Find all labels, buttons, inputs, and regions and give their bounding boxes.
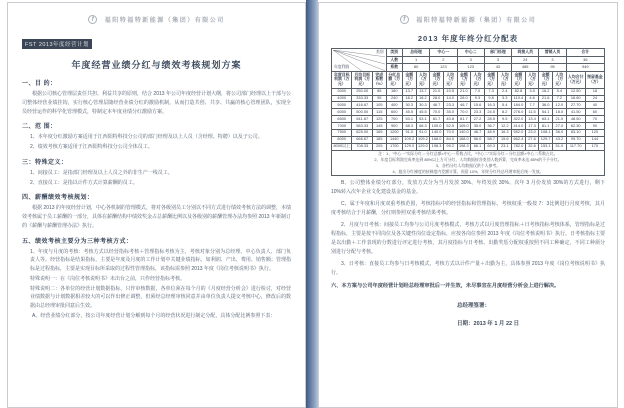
table-row	[332, 123, 605, 130]
table-col-header: 金额（万元）	[512, 72, 526, 89]
table-col-header: 金额（万元）	[457, 72, 471, 89]
table-col-header: 金额（万元）	[484, 72, 498, 89]
table-col-header: 人均（万元）	[498, 72, 512, 89]
table-data-cell: 13.7	[402, 88, 416, 95]
table-col-header: 人均（万元）	[443, 72, 457, 89]
table-data-cell: 27.70	[566, 102, 585, 109]
doc-para: 3、日考核：直接员工均参与日考核模式，考核方式以计件产量＋出勤为主，具体参照 2013 年度《岗位考核说明书》执行。	[331, 260, 605, 276]
table-data-cell: 129.0	[404, 143, 415, 149]
doc-heading: 五、绩效考核主要分为三种考核方式：	[22, 238, 133, 245]
doc-item: 2、绩效考核方案适用于江西阳特科技分公司全体员工。	[30, 144, 153, 150]
table-data-cell: 48.50	[566, 116, 585, 123]
table-data-cell: 82.8	[512, 88, 526, 95]
doc-item: 2、直接员工：是指以计件方式计算薪酬的员工。	[30, 179, 138, 186]
diag-label-bottom: 年度利润	[334, 65, 350, 70]
table-data-cell: 18	[585, 88, 604, 95]
doc-para: A、经营业绩分红部分，按公司年度经营计划分解到每个月的经营状况进行制定分配，具体分配比例参照下表：	[32, 312, 276, 319]
doc-para: 根据 2013 的年度经营计划，中心各机制的管理模式，将对各级别员工分别以不同方式进行绩效考核方法的调整，本绩效考核属于员工薪酬的一部分，具体在薪酬结构中绩效奖金占总薪酬比例以及各级别的薪酬管理办法均参照 2013 年新制订的《薪酬与薪酬管理办法》执行。	[22, 205, 291, 229]
doc-para: 2、月度与日考核：间接员工均参与公司月度考核模式，考核方式以月度管理指标＋日考核指标考核体系，管理指标是过程指标，主要是按不同岗位及各关键性岗位设定指标，应按各岗位参照 2013 年度《岗位考核说明书》执行。日考核指标主要是以出勤＋工作表现的分数进行评定进行考核，其月度指标与日考核、出勤奖惩分配权重按照不同工种确定，不同工种须分别进行分配与考核。	[331, 221, 605, 255]
table-data-cell: 4.6	[525, 95, 539, 102]
table-data-cell: 81.1	[539, 123, 553, 130]
table-data-cell: 414.0	[513, 122, 524, 128]
table-data-cell: 6500	[332, 116, 352, 123]
table-data-cell: 24.5	[484, 109, 498, 116]
table-data-cell: 6000	[332, 109, 352, 116]
table-data-cell: 62.30	[566, 123, 585, 130]
table-data-cell: 18.2	[416, 95, 430, 102]
table-data-cell: 541.67	[352, 116, 372, 123]
table-data-cell: 782.0	[513, 143, 524, 149]
table-data-cell: 105	[372, 102, 386, 109]
diag-label-top: 类别	[375, 50, 384, 54]
table-data-cell: 15.6	[471, 102, 485, 109]
left-page-body	[22, 78, 291, 321]
table-coef-cell: 43	[484, 64, 511, 72]
table-data-cell: 105.0	[431, 122, 442, 128]
table-data-cell: 66.1	[471, 143, 485, 150]
company-name: 福阳特福特新能源（集团）有限公司	[416, 18, 537, 25]
table-data-cell: 7000	[332, 123, 352, 130]
table-data-cell: 21.0	[553, 116, 567, 123]
table-data-cell: 46.7	[457, 102, 471, 109]
table-data-cell: 30.3	[402, 102, 416, 109]
table-note-line: 3、各档分红人均数据仅供个人参考。	[435, 162, 501, 168]
table-data-cell: 600	[386, 109, 402, 116]
table-data-cell: 51.0	[553, 143, 567, 150]
table-count-cell: 36	[566, 56, 604, 64]
table-data-cell: 416.67	[352, 102, 372, 109]
table-data-cell: 144	[585, 136, 604, 143]
table-coef-cell: 95	[539, 64, 566, 72]
table-data-cell: 205	[372, 143, 386, 150]
table-data-cell: 1440	[386, 136, 402, 143]
table-col-header: 预留基金（万）	[585, 72, 604, 89]
table-data-cell: 12.50	[566, 88, 585, 95]
table-data-cell: 83.10	[566, 129, 585, 136]
table-data-cell: 198.3	[458, 143, 469, 149]
table-data-cell: 70.0	[457, 109, 471, 116]
table-data-cell: 145	[372, 123, 386, 130]
table-data-cell: 56.0	[471, 136, 485, 143]
table-note-line: 注：1、“中心一”实际分红＝分红总额×中心一系数占比，“中心二”实际分红＝分红总额×中心二系数占比。	[378, 151, 558, 157]
table-data-cell: 23.1	[498, 143, 512, 150]
signature-block	[457, 301, 605, 327]
table-data-cell: 4000	[332, 95, 352, 102]
table-data-cell: 60	[585, 109, 604, 116]
table-data-cell: 1200	[386, 129, 402, 136]
table-data-cell: 32.6	[525, 143, 539, 150]
table-data-cell: 69.3	[484, 143, 498, 150]
table-data-cell: 1700	[386, 143, 402, 150]
table-col-header: 金额（万元）	[539, 72, 553, 89]
table-data-cell: 184.0	[513, 101, 524, 107]
table-data-cell: 8000以上	[332, 143, 352, 150]
table-data-cell: 662.4	[513, 136, 524, 142]
table-data-cell: 666.67	[352, 136, 372, 143]
table-count-cell: 2	[430, 56, 457, 64]
table-data-cell: 9.5	[498, 116, 512, 123]
table-data-cell: 125	[372, 116, 386, 123]
table-category-header: 部门经理	[484, 49, 511, 57]
table-data-cell: 70.0	[430, 109, 444, 116]
table-data-cell: 27.0	[553, 123, 567, 130]
table-data-cell: 12.2	[498, 123, 512, 130]
right-page-title: 2013 年度年终分红分配表	[417, 34, 519, 43]
table-category-header: 营销人员	[539, 49, 566, 57]
table-data-cell: 27.2	[471, 116, 485, 123]
table-data-cell: 115	[372, 109, 386, 116]
table-data-cell: 153.1	[540, 143, 551, 149]
table-data-cell: 700	[386, 116, 402, 123]
table-data-cell: 168.0	[458, 136, 469, 142]
table-data-cell: 46.7	[430, 102, 444, 109]
table-data-cell: 168.0	[431, 136, 442, 142]
table-data-cell: 140.0	[431, 129, 442, 135]
table-data-cell: 13.4	[525, 116, 539, 123]
date-label: 日期：2013 年 1 月 22 日	[457, 321, 520, 328]
table-data-cell: 99.2	[443, 143, 457, 150]
table-data-cell: 63.1	[539, 116, 553, 123]
table-data-cell: 500.00	[352, 109, 372, 116]
table-row	[332, 88, 605, 95]
table-row	[332, 143, 605, 150]
table-data-cell: 129.0	[418, 143, 428, 149]
table-data-cell: 16.3	[498, 129, 512, 136]
table-data-cell: 99.70	[566, 136, 585, 143]
table-data-cell: 583.33	[352, 123, 372, 130]
table-data-cell: 5.4	[498, 102, 512, 109]
table-category-header: 合计	[566, 49, 604, 57]
table-col-header: 金额（万元）	[402, 72, 416, 89]
table-data-cell: 12.0	[553, 102, 567, 109]
right-page-body	[331, 179, 605, 278]
table-data-cell: 108.1	[540, 129, 551, 135]
table-category-header: 总经理	[402, 49, 429, 57]
table-category-header: 中心二	[457, 49, 484, 57]
table-data-cell: 109.2	[404, 136, 415, 142]
table-data-cell: 58.7	[484, 136, 498, 143]
table-data-cell: 9.3	[471, 95, 485, 102]
table-col-header: 分红总额（万元）	[386, 72, 402, 89]
table-data-cell: 21.0	[430, 88, 444, 95]
table-row	[332, 129, 605, 136]
table-coef-cell: 123	[430, 64, 457, 72]
table-data-cell: 70.0	[443, 129, 457, 136]
table-data-cell: 170	[585, 143, 604, 150]
signature-label: 总经理签署：	[457, 303, 491, 310]
page-gap-divider	[306, 0, 318, 408]
table-data-cell: 7.3	[484, 88, 498, 95]
table-data-cell: 28.0	[457, 95, 471, 102]
table-data-cell: 250.00	[352, 88, 372, 95]
table-data-cell: 900	[386, 123, 402, 130]
table-row-label: 系数	[386, 64, 402, 72]
table-data-cell: 16.2	[539, 88, 553, 95]
table-data-cell: 129.7	[540, 136, 551, 142]
table-notes	[332, 150, 605, 175]
table-data-cell: 48.9	[484, 129, 498, 136]
table-data-cell: 85	[372, 88, 386, 95]
table-data-cell: 45.5	[402, 109, 416, 116]
table-data-cell: 95	[372, 95, 386, 102]
table-data-cell: 8.2	[498, 109, 512, 116]
doc-para: 根据公司核心管理层责任共担、利益共享的原则，结合 2013 年公司年度经营计划大纲，将公司部门经理以上干部与公司整体经营业绩挂钩，实行核心管理层随经营业绩分红的激励机制，从而打造共创、共享、共赢的核心管理团队，实现全员经营运作的科学化管理模式，特制定本年度业绩分红激励方案。	[22, 91, 291, 115]
table-data-cell: 7.7	[525, 102, 539, 109]
table-data-cell: 46.7	[471, 129, 485, 136]
company-name: 福阳特福特新能源（集团）有限公司	[104, 18, 225, 25]
table-data-cell: 322.0	[513, 115, 524, 121]
table-data-cell: 23.0	[525, 129, 539, 136]
doc-heading: 三：特殊定义：	[22, 159, 68, 166]
table-data-cell: 27.6	[525, 136, 539, 143]
table-data-cell: 625.00	[352, 129, 372, 136]
table-data-cell: 40.8	[443, 116, 457, 123]
table-data-cell: 276.0	[513, 108, 524, 114]
table-data-cell: 53.1	[402, 116, 416, 123]
table-col-header: 人均（万元）	[416, 72, 430, 89]
table-data-cell: 41.50	[566, 109, 585, 116]
doc-item: 1、本年度分红激励方案适用于江西阳特科技分公司的部门经理及以上人员（含经理、特聘）以及子公司。	[30, 134, 263, 141]
table-data-cell: 7500	[332, 129, 352, 136]
table-category-header: 间接人员	[512, 49, 539, 57]
table-row	[332, 95, 605, 102]
table-data-cell: 13.7	[416, 88, 430, 95]
table-note-line: 4、超出分红梯度的按梯度内差额计算，预留 10%，年终分红经总经理审批后统一发放。	[392, 168, 544, 174]
table-data-cell: 91.0	[402, 129, 416, 136]
table-count-cell: 3	[484, 56, 511, 64]
table-data-cell: 7.0	[471, 88, 485, 95]
table-data-cell: 3.5	[525, 88, 539, 95]
right-page-header	[331, 11, 605, 29]
bonus-distribution-table	[331, 48, 605, 176]
table-data-cell: 109.2	[418, 136, 428, 142]
table-col-header: 人均（万元）	[553, 72, 567, 89]
left-page-title: 年度经营业绩分红与绩效考核规划方案	[71, 60, 242, 70]
table-data-cell: 552.0	[513, 129, 524, 135]
table-data-cell: 70	[585, 116, 604, 123]
table-data-cell: 10.5	[443, 88, 457, 95]
table-data-cell: 7.2	[553, 95, 567, 102]
table-data-cell: 36.7	[484, 123, 498, 130]
table-data-cell: 24	[585, 95, 604, 102]
table-data-cell: 9.8	[484, 95, 498, 102]
closing-clause: 六、本方案与公司年度经营计划经总经理审批后一并生效，未尽事宜在月度经营分析会上进行解决。	[331, 282, 560, 289]
table-data-cell: 400	[386, 102, 402, 109]
table-data-cell: 14.0	[443, 95, 457, 102]
table-count-cell: 1	[402, 56, 429, 64]
company-logo-icon: f	[88, 15, 97, 24]
table-row-label: 人数	[386, 56, 402, 64]
table-data-cell: 120	[585, 129, 604, 136]
table-data-cell: 53.1	[416, 116, 430, 123]
page-left	[7, 2, 306, 408]
table-data-cell: 18.2	[402, 95, 416, 102]
table-row	[332, 102, 605, 109]
table-data-cell: 16.3	[484, 102, 498, 109]
table-data-cell: 5000	[332, 102, 352, 109]
table-data-cell: 30.3	[416, 102, 430, 109]
table-data-cell: 3.3	[498, 95, 512, 102]
table-coef-cell: 949	[566, 64, 604, 72]
table-coef-cell: 123	[457, 64, 484, 72]
doc-heading: 一、目 的：	[22, 81, 57, 87]
table-category-header: 中心一	[430, 49, 457, 57]
table-data-cell: 81.7	[457, 116, 471, 123]
left-page-header	[22, 11, 291, 29]
table-data-cell: 5.4	[553, 88, 567, 95]
table-data-cell: 8000	[332, 136, 352, 143]
table-data-cell: 185	[372, 136, 386, 143]
doc-tag-badge: FST 2013年度经营计划	[22, 39, 92, 49]
table-data-cell: 36.0	[539, 102, 553, 109]
table-data-cell: 21.0	[457, 88, 471, 95]
table-row-label: 类别	[386, 49, 402, 57]
table-col-header: 年度目标利润（万元）	[332, 72, 352, 89]
table-data-cell: 19.6	[498, 136, 512, 143]
table-count-cell: 24	[512, 56, 539, 64]
table-col-header: 完成系数（%）	[373, 71, 385, 87]
table-data-cell: 198.3	[431, 143, 442, 149]
table-data-cell: 35.0	[443, 109, 457, 116]
table-data-cell: 333.33	[352, 95, 372, 102]
company-logo-icon: f	[400, 15, 409, 24]
doc-para: C、属于年度和月度双重考核范围，考核指标中的经营指标和管理指标，考核权重一般按 7：3比例进行月度考核，其月度考核结合于月薪酬，分红则参照双重考核结果考核。	[331, 200, 605, 216]
page-right	[318, 2, 618, 408]
table-data-cell: 68.3	[402, 123, 416, 130]
table-data-cell: 68.3	[416, 123, 430, 130]
doc-heading: 四、薪酬绩效考核规划：	[22, 195, 94, 202]
table-col-header: 人均合计（万元）	[566, 72, 585, 89]
table-data-cell: 54.1	[539, 109, 553, 116]
doc-para: B、公司整体业绩分红部分，发放方式分为当月发放 30%、年终发放 30%、次年 3 月份发放 30%的方式进行，剩下 10%转入次年企业文化建设基金的基金。	[331, 179, 605, 195]
table-count-cell: 3	[539, 56, 566, 64]
table-data-cell: 3000	[332, 88, 352, 95]
table-data-cell: 180	[386, 88, 402, 95]
table-row	[332, 116, 605, 123]
table-data-cell: 21.6	[539, 95, 553, 102]
table-data-cell: 110.4	[512, 95, 526, 102]
table-data-cell: 165	[372, 129, 386, 136]
table-data-cell: 140.0	[458, 129, 469, 135]
table-note-line: 2、年度目标利润完成率达到 85%以上方可分红，人均数据按各类别人数折算，完成率未达 85%的不予分红。	[374, 156, 562, 162]
table-data-cell: 90	[585, 123, 604, 130]
table-data-cell: 40	[585, 102, 604, 109]
table-data-cell: 52.5	[443, 123, 457, 130]
table-col-header: 人均（万元）	[471, 72, 485, 89]
table-data-cell: 105.0	[458, 122, 469, 128]
doc-item: 特殊说明一：在《岗位考核说明书》未出台之前，只作经营指标考核。	[30, 275, 186, 282]
table-data-cell: 17.3	[525, 123, 539, 130]
table-data-cell: 28.5	[484, 116, 498, 123]
doc-item: 特殊说明二：各单位的经营计划数据指标，只作审核数据，各单位须在每个月的《月度经营分析会》进行检讨，对经营业绩数据与计划数据相差较大的可以作出修正调整，但须经总经理审核同意并由单位负责人提交考核中心，修改后的数据由总经理审批同意后生效。	[30, 285, 291, 309]
table-data-cell: 36.0	[553, 129, 567, 136]
doc-item: 1、间接员工：是指部门经理及以上人员之外的非生产一线员工。	[30, 169, 173, 176]
table-data-cell: 117.70	[566, 143, 585, 150]
table-diagonal-header-cell	[332, 49, 387, 72]
table-data-cell: 84.0	[443, 136, 457, 143]
table-col-header: 人均（万元）	[525, 72, 539, 89]
table-data-cell: 23.3	[471, 109, 485, 116]
table-data-cell: 43.2	[553, 136, 567, 143]
table-data-cell: 2.4	[498, 88, 512, 95]
table-data-cell: 23.3	[443, 102, 457, 109]
doc-heading: 二、范 围：	[22, 124, 57, 131]
table-count-cell: 3	[457, 56, 484, 64]
doc-item: 1、年度与月度的考核：考核方式以经营指标考核＋管理指标考核为主，考核对象分别为总经理、中心负责人、部门负责人等。经营指标是结果指标，主要是年度及月度的工作计划中关键业绩指标，如利润、产出、费用、销售额；管理指标是过程指标，主要是实现目标所采取的过程性管理指标，该指标需参照 2013 年度《岗位考核说明书》执行。	[30, 248, 291, 272]
table-coef-cell: 485	[512, 64, 539, 72]
table-col-header: 金额（万元）	[430, 72, 444, 89]
table-coef-cell: 80	[402, 64, 429, 72]
table-data-cell: 240	[386, 95, 402, 102]
table-data-cell: 16.60	[566, 95, 585, 102]
table-row	[332, 109, 605, 116]
table-data-cell: 35.0	[471, 123, 485, 130]
table-col-header: 月均目标利润（万元）	[352, 72, 372, 89]
table-data-cell: 91.0	[416, 129, 430, 136]
table-data-cell: 81.7	[430, 116, 444, 123]
table-data-cell: 28.0	[430, 95, 444, 102]
table-data-cell: 18.0	[553, 109, 567, 116]
table-row	[332, 136, 605, 143]
table-data-cell: 45.5	[416, 109, 430, 116]
table-data-cell: 11.5	[525, 109, 539, 116]
table-data-cell: 708.33	[352, 143, 372, 150]
